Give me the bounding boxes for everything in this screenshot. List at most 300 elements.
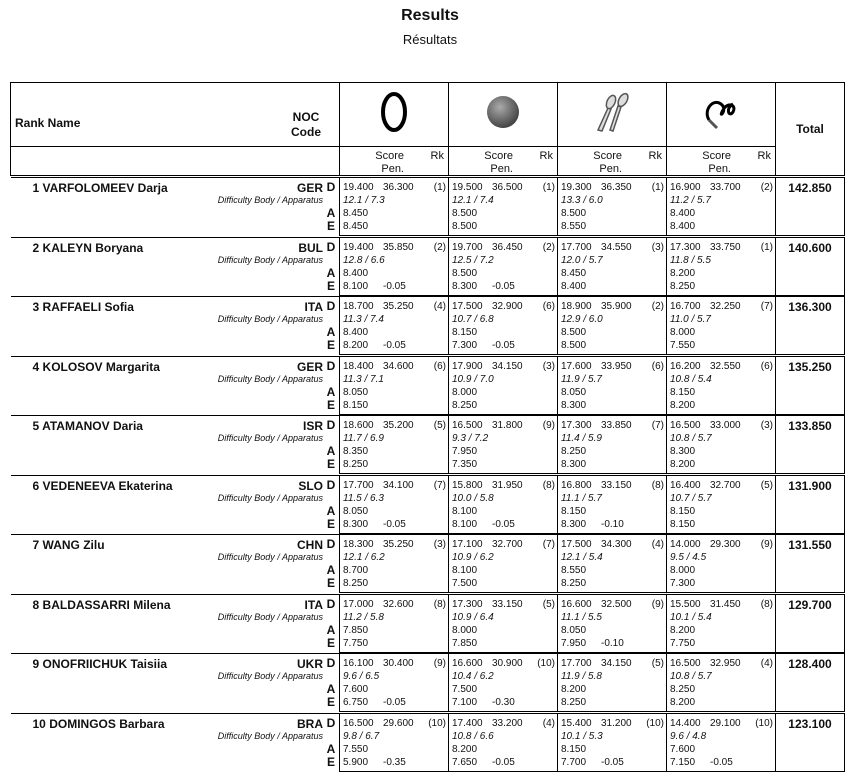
difficulty-line (670, 670, 773, 683)
header-row (11, 83, 845, 147)
a-score: 7.950 (452, 446, 478, 457)
apparatus-rank: (3) (760, 420, 773, 431)
a-score-line (670, 505, 773, 518)
difficulty-value: 9.8 / 6.7 (343, 730, 380, 742)
row-label-d: D (326, 715, 336, 730)
apparatus-score: 34.600 (383, 360, 414, 372)
clubs-scores (558, 416, 666, 470)
a-score: 8.200 (452, 743, 478, 755)
apparatus-score: 33.150 (492, 598, 523, 610)
row-label-a: A (326, 622, 336, 637)
a-score: 7.600 (343, 684, 369, 695)
apparatus-rank: (5) (542, 598, 555, 610)
d-score-line (670, 598, 773, 611)
difficulty-label: Difficulty Body / Apparatus (217, 611, 323, 622)
d-score: 17.400 (452, 717, 483, 729)
row-label-a: A (326, 563, 336, 577)
clubs-score-cell (558, 713, 667, 771)
a-score: 7.500 (452, 684, 478, 695)
apparatus-rank: (10) (537, 658, 555, 669)
penalty: -0.05 (492, 340, 515, 351)
e-score-line (561, 696, 664, 709)
difficulty-value: 10.0 / 5.8 (452, 492, 494, 504)
score-label: Score (484, 150, 513, 162)
hoop-scores (340, 654, 448, 708)
d-score: 17.000 (343, 598, 374, 610)
ribbon-score-cell (667, 535, 776, 593)
d-score: 17.100 (452, 539, 483, 550)
a-score: 7.850 (343, 624, 369, 636)
apparatus-rank: (1) (542, 182, 555, 193)
athlete-rank: 9 (32, 657, 40, 671)
hoop-score-cell (340, 297, 449, 355)
a-score-line (561, 445, 664, 458)
athlete-rank: 5 (32, 419, 40, 433)
hoop-score-cell (340, 356, 449, 414)
d-score: 16.500 (343, 717, 374, 729)
d-score: 16.600 (561, 598, 592, 610)
difficulty-value: 11.1 / 5.5 (561, 611, 602, 623)
noc-code-label (291, 110, 321, 140)
a-score-line (670, 624, 773, 637)
difficulty-line (670, 254, 773, 267)
e-score-line (343, 339, 446, 352)
results-table (10, 82, 845, 772)
apparatus-score: 32.950 (710, 658, 741, 669)
d-score: 19.300 (561, 182, 592, 193)
a-score-line (670, 445, 773, 458)
athlete-total: 136.300 (776, 297, 845, 355)
a-score: 8.400 (670, 208, 696, 219)
athlete-info-cell (11, 713, 340, 771)
difficulty-line (561, 373, 664, 386)
difficulty-line (670, 551, 773, 564)
a-score: 8.150 (452, 327, 478, 338)
ribbon-scores (667, 476, 775, 530)
clubs-score-cell (558, 416, 667, 474)
e-score: 8.200 (670, 459, 696, 470)
athlete-info-cell (11, 594, 340, 652)
noc-label-line1: NOC (292, 110, 320, 124)
row-label-d: D (326, 596, 336, 611)
apparatus-rank: (10) (428, 717, 446, 729)
e-score-line (561, 458, 664, 471)
athlete-noc: ITA (304, 597, 323, 612)
athlete-info-cell (11, 356, 340, 414)
ribbon-scores (667, 714, 775, 768)
apparatus-rank: (1) (433, 182, 446, 193)
a-score: 8.050 (561, 386, 587, 398)
athlete-info-cell (11, 535, 340, 593)
clubs-scores (558, 714, 666, 768)
apparatus-score: 32.700 (710, 479, 741, 491)
difficulty-value: 10.7 / 6.8 (452, 314, 494, 325)
ball-scores (449, 714, 557, 768)
d-score: 15.400 (561, 717, 592, 729)
difficulty-value: 11.2 / 5.7 (670, 195, 711, 206)
a-score-line (343, 386, 446, 399)
apparatus-rank: (7) (542, 539, 555, 550)
apparatus-score: 32.250 (710, 301, 741, 312)
e-score-line (670, 518, 773, 531)
athlete-info-cell (11, 654, 340, 712)
apparatus-score: 29.300 (710, 539, 741, 550)
ribbon-scores (667, 178, 775, 232)
difficulty-line (670, 373, 773, 386)
e-score: 8.150 (343, 399, 369, 411)
a-score-line (561, 564, 664, 577)
difficulty-value: 9.6 / 6.5 (343, 671, 380, 682)
d-score: 16.500 (670, 420, 701, 431)
hoop-score-cell (340, 416, 449, 474)
e-score-line (343, 399, 446, 412)
hoop-scores (340, 535, 448, 589)
difficulty-line (343, 194, 446, 207)
e-score-line (670, 399, 773, 412)
e-score: 7.300 (670, 578, 696, 589)
apparatus-score: 32.500 (601, 598, 632, 610)
d-score-line (452, 657, 555, 670)
clubs-scores (558, 535, 666, 589)
apparatus-score: 36.350 (601, 182, 632, 193)
d-score: 16.100 (343, 658, 374, 669)
apparatus-rank: (7) (651, 420, 664, 431)
athlete-rank: 6 (32, 478, 40, 493)
difficulty-label: Difficulty Body / Apparatus (217, 730, 323, 741)
ball-scores (449, 178, 557, 232)
apparatus-score: 35.250 (383, 539, 414, 550)
hoop-score-cell (340, 535, 449, 593)
d-score: 17.700 (561, 658, 592, 669)
athlete-noc: CHN (297, 538, 323, 552)
difficulty-value: 12.5 / 7.2 (452, 254, 494, 266)
athlete-rank: 1 (32, 181, 40, 195)
clubs-score-cell (558, 237, 667, 295)
athlete-info (11, 535, 340, 589)
a-score: 8.050 (343, 386, 369, 398)
athlete-rank-name (33, 181, 168, 195)
e-score: 7.850 (452, 637, 478, 649)
a-score-line (452, 326, 555, 339)
a-score-line (343, 326, 446, 339)
athlete-info-cell (11, 297, 340, 355)
e-score-line (670, 756, 773, 769)
ball-scores (449, 476, 557, 530)
d-score-line (452, 419, 555, 432)
apparatus-score: 36.450 (492, 241, 523, 253)
e-score: 6.750 (343, 697, 369, 708)
hoop-scores (340, 297, 448, 351)
apparatus-rank: (10) (646, 717, 664, 729)
apparatus-rank: (4) (760, 658, 773, 669)
a-score: 8.400 (343, 327, 369, 338)
apparatus-rank: (3) (542, 360, 555, 372)
athlete-rank: 4 (32, 359, 40, 374)
row-label-a: A (326, 206, 336, 220)
a-score: 8.000 (670, 565, 696, 576)
d-score-line (670, 657, 773, 670)
athlete-name: KALEYN Boryana (42, 240, 144, 255)
e-score: 8.100 (452, 518, 478, 530)
d-score: 16.500 (452, 420, 483, 431)
header-rank-name-cell (11, 83, 340, 147)
difficulty-line (452, 670, 555, 683)
a-score: 8.000 (452, 624, 478, 636)
apparatus-score: 30.400 (383, 658, 414, 669)
apparatus-rank: (1) (651, 182, 664, 193)
d-score-line (452, 598, 555, 611)
ribbon-score-cell (667, 594, 776, 652)
apparatus-score: 34.150 (492, 360, 523, 372)
athlete-rank-name (33, 360, 160, 374)
difficulty-value: 11.3 / 7.4 (343, 314, 384, 325)
row-label-a: A (326, 265, 336, 280)
a-score: 8.500 (452, 208, 478, 219)
d-score: 18.300 (343, 539, 374, 550)
difficulty-line (343, 313, 446, 326)
apparatus-rank: (9) (651, 598, 664, 610)
athlete-info-cell (11, 416, 340, 474)
e-score-line (561, 339, 664, 352)
apparatus-rank: (2) (433, 241, 446, 253)
d-score: 19.400 (343, 241, 374, 253)
difficulty-value: 12.8 / 6.6 (343, 254, 385, 266)
a-score: 8.150 (670, 386, 696, 398)
a-score-line (343, 207, 446, 220)
row-label-a: A (326, 444, 336, 458)
e-score-line (452, 220, 555, 233)
a-score-line (343, 505, 446, 518)
athlete-rank-name (33, 419, 143, 433)
e-score-line (561, 637, 664, 650)
a-score: 8.700 (343, 565, 369, 576)
difficulty-line (343, 254, 446, 267)
difficulty-line (343, 730, 446, 743)
athlete-total: 140.600 (776, 237, 845, 295)
d-score: 19.500 (452, 182, 483, 193)
d-score-line (452, 538, 555, 551)
sub-header-ball (449, 147, 558, 176)
row-label-a: A (326, 384, 336, 399)
e-score-line (670, 696, 773, 709)
athlete-name: VARFOLOMEEV Darja (42, 181, 168, 195)
a-score: 8.150 (561, 743, 587, 755)
difficulty-label: Difficulty Body / Apparatus (217, 492, 323, 503)
a-score-line (452, 743, 555, 756)
d-score: 15.500 (670, 598, 701, 610)
difficulty-line (452, 492, 555, 505)
difficulty-line (452, 611, 555, 624)
row-label-e: E (326, 695, 335, 709)
athlete-noc: GER (296, 181, 323, 195)
penalty: -0.10 (601, 518, 624, 530)
difficulty-value: 11.0 / 5.7 (670, 314, 711, 325)
e-score: 8.400 (670, 221, 696, 232)
ball-scores (449, 654, 557, 708)
a-score-line (343, 683, 446, 696)
e-score: 8.250 (670, 280, 696, 292)
apparatus-score: 36.500 (492, 182, 523, 193)
difficulty-value: 10.4 / 6.2 (452, 671, 494, 682)
ball-score-cell (449, 297, 558, 355)
ribbon-score-cell (667, 416, 776, 474)
row-label-e: E (326, 397, 335, 412)
e-score: 7.350 (452, 459, 478, 470)
sub-header-hoop (340, 147, 449, 176)
d-score-line (561, 360, 664, 373)
apparatus-score: 31.800 (492, 420, 523, 431)
clubs-scores (558, 297, 666, 351)
athlete-name: ATAMANOV Daria (42, 419, 143, 433)
clubs-scores (558, 595, 666, 649)
a-score: 8.200 (670, 624, 696, 636)
apparatus-rank: (2) (651, 301, 664, 312)
ball-score-cell (449, 535, 558, 593)
a-score-line (452, 207, 555, 220)
athlete-total: 142.850 (776, 178, 845, 236)
rk-label: Rk (648, 150, 662, 162)
athlete-rank-name (33, 479, 173, 493)
d-score-line (561, 598, 664, 611)
a-score-line (452, 564, 555, 577)
difficulty-value: 11.9 / 5.8 (561, 671, 602, 682)
e-score-line (561, 220, 664, 233)
pen-label: Pen. (599, 163, 622, 175)
d-score-line (452, 717, 555, 730)
difficulty-line (561, 611, 664, 624)
e-score: 8.200 (670, 399, 696, 411)
ball-scores (449, 297, 557, 351)
clubs-score-cell (558, 356, 667, 414)
difficulty-value: 10.8 / 5.7 (670, 433, 712, 444)
a-score: 8.150 (670, 505, 696, 517)
page-subtitle: Résultats (402, 32, 458, 47)
athlete-info-cell (11, 178, 340, 236)
a-score-line (670, 326, 773, 339)
athlete-total: 123.100 (776, 713, 845, 771)
penalty: -0.05 (383, 340, 406, 351)
athlete-name: DOMINGOS Barbara (49, 716, 165, 731)
athlete-name: VEDENEEVA Ekaterina (42, 478, 173, 493)
pen-label: Pen. (381, 163, 404, 175)
a-score: 7.600 (670, 743, 696, 755)
athlete-info-cell (11, 237, 340, 295)
athlete-noc: GER (296, 359, 323, 374)
difficulty-value: 13.3 / 6.0 (561, 195, 603, 206)
apparatus-rank: (2) (760, 182, 773, 193)
difficulty-value: 11.3 / 7.1 (343, 373, 384, 385)
a-score-line (670, 743, 773, 756)
clubs-score-cell (558, 475, 667, 533)
e-score: 8.200 (343, 340, 369, 351)
d-score-line (561, 241, 664, 254)
a-score-line (670, 683, 773, 696)
d-score-line (343, 241, 446, 254)
d-score: 18.700 (343, 301, 374, 312)
apparatus-rank: (3) (651, 241, 664, 253)
e-score-line (343, 637, 446, 650)
ball-scores (449, 595, 557, 649)
difficulty-value: 10.7 / 5.7 (670, 492, 712, 504)
e-score-line (670, 577, 773, 590)
hoop-header-cell (340, 83, 449, 147)
apparatus-rank: (9) (542, 420, 555, 431)
difficulty-line (343, 670, 446, 683)
ribbon-score-cell (667, 713, 776, 771)
apparatus-rank: (5) (760, 479, 773, 491)
e-score-line (670, 280, 773, 293)
difficulty-line (561, 432, 664, 445)
ball-scores (449, 357, 557, 411)
difficulty-value: 9.5 / 4.5 (670, 552, 707, 563)
athlete-noc: UKR (297, 657, 323, 671)
d-score-line (561, 717, 664, 730)
sub-header-ribbon (667, 147, 776, 176)
ball-score-cell (449, 594, 558, 652)
a-score-line (670, 207, 773, 220)
e-score: 8.250 (561, 697, 587, 708)
apparatus-score: 32.700 (492, 539, 523, 550)
difficulty-line (561, 254, 664, 267)
athlete-name: RAFFAELI Sofia (42, 300, 134, 314)
clubs-score-cell (558, 594, 667, 652)
header-subrow (11, 147, 845, 176)
a-score-line (670, 386, 773, 399)
row-label-e: E (326, 516, 335, 531)
apparatus-rank: (8) (651, 479, 664, 491)
row-label-d: D (326, 299, 336, 313)
a-score-line (561, 683, 664, 696)
apparatus-score: 32.550 (710, 360, 741, 372)
d-score: 18.400 (343, 360, 374, 372)
row-label-a: A (326, 682, 336, 696)
row-label-d: D (326, 656, 336, 670)
e-score: 8.250 (343, 578, 369, 589)
athlete-rank: 3 (32, 300, 40, 314)
apparatus-score: 33.850 (601, 420, 632, 431)
difficulty-value: 11.5 / 6.3 (343, 492, 384, 504)
a-score: 8.500 (561, 208, 587, 219)
e-score: 8.300 (561, 518, 587, 530)
apparatus-score: 32.600 (383, 598, 414, 610)
hoop-scores (340, 357, 448, 411)
e-score: 7.750 (670, 637, 696, 649)
e-score: 7.150 (670, 756, 696, 768)
a-score: 8.450 (561, 267, 587, 279)
e-score: 7.950 (561, 637, 587, 649)
a-score-line (343, 445, 446, 458)
e-score: 7.500 (452, 578, 478, 589)
clubs-scores (558, 357, 666, 411)
e-score: 8.400 (561, 280, 587, 292)
e-score: 8.200 (670, 697, 696, 708)
apparatus-score: 30.900 (492, 658, 523, 669)
athlete-total: 128.400 (776, 654, 845, 712)
difficulty-line (343, 611, 446, 624)
d-score-line (343, 538, 446, 551)
ribbon-icon (699, 90, 743, 134)
difficulty-line (452, 432, 555, 445)
ball-score-cell (449, 178, 558, 236)
row-label-e: E (326, 457, 335, 471)
e-score: 8.300 (452, 280, 478, 292)
a-score: 8.050 (343, 505, 369, 517)
e-score: 8.300 (561, 399, 587, 411)
rk-label: Rk (430, 150, 444, 162)
ribbon-score-cell (667, 654, 776, 712)
a-score: 8.200 (670, 267, 696, 279)
hoop-score-cell (340, 178, 449, 236)
